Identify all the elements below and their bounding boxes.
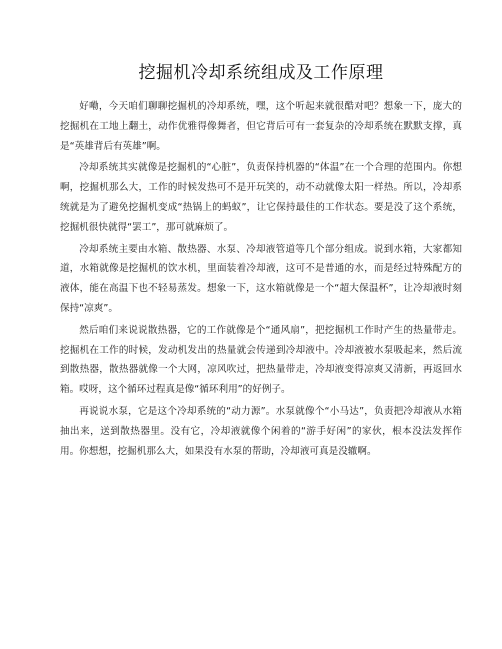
paragraph-system-role: 冷却系统其实就像是挖掘机的“心脏”，负责保持机器的“体温”在一个合理的范围内。你想啊，挖掘机那么大，工作的时候发热可不是开玩笑的，动不动就像太阳一样热。所以，冷却系统就是为了避免挖掘机变成“热锅上的蚂蚁”，让它保持最佳的工作状态。要是没了这个系统，挖掘机很快就得“罢工”，那可就麻烦了。 bbox=[60, 162, 462, 233]
paragraph-radiator: 然后咱们来说说散热器，它的工作就像是个“通风扇”，把挖掘机工作时产生的热量带走。挖掘机在工作的时候，发动机发出的热量就会传递到冷却液中。冷却液被水泵吸起来，然后流到散热器，散热器就像一个大网，凉风吹过，把热量带走，冷却液变得凉爽又清新，再返回水箱。哎呀，这个循环过程真是像“循环利用”的好例子。 bbox=[60, 324, 462, 396]
document-title: 挖掘机冷却系统组成及工作原理 bbox=[138, 63, 384, 83]
paragraph-water-pump: 再说说水泵，它是这个冷却系统的“动力源”。水泵就像个“小马达”，负责把冷却液从水箱抽出来，送到散热器里。没有它，冷却液就像个闲着的“游手好闲”的家伙，根本没法发挥作用。你想想，挖掘机那么大，如果没有水泵的帮助，冷却液可真是没辙啊。 bbox=[60, 405, 462, 457]
paragraph-intro: 好嘞，今天咱们聊聊挖掘机的冷却系统，嘿，这个听起来就很酷对吧？想象一下，庞大的挖掘机在工地上翻土，动作优雅得像舞者，但它背后可有一套复杂的冷却系统在默默支撑，真是“英雄背后有英雄”啊。 bbox=[60, 101, 462, 152]
paragraph-components: 冷却系统主要由水箱、散热器、水泵、冷却液管道等几个部分组成。说到水箱，大家都知道，水箱就像是挖掘机的饮水机，里面装着冷却液，这可不是普通的水，而是经过特殊配方的液体，能在高温下也不轻易蒸发。想象一下，这水箱就像是一个“超大保温杯”，让冷却液时刻保持“凉爽”。 bbox=[60, 243, 462, 314]
